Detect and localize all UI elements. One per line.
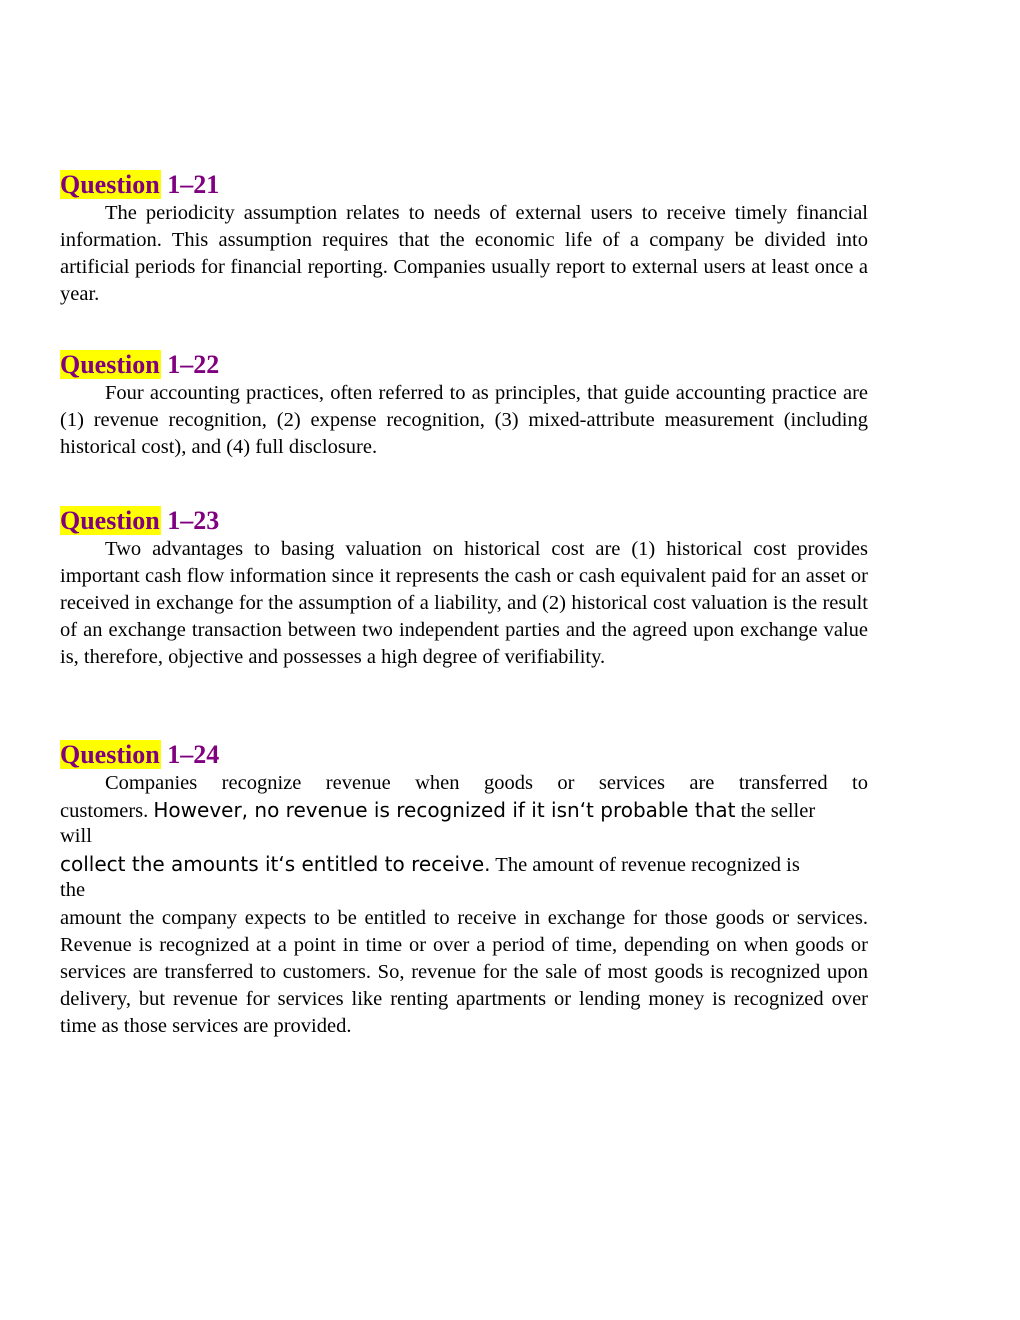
answer-line	[60, 851, 878, 879]
question-label: Question	[60, 740, 160, 769]
answer-fragment: customers.	[60, 800, 149, 822]
question-number: 1–22	[167, 350, 220, 379]
answer-line	[60, 797, 878, 825]
answer-fragment: The amount of revenue recognized is	[495, 854, 800, 876]
question-1-23	[60, 506, 868, 671]
question-1-21	[60, 170, 868, 308]
question-label: Question	[60, 350, 160, 379]
answer-paragraph: amount the company expects to be entitled to receive in exchange for those goods or services. Revenue is recognized at a point in time or over a period of time, depending on when goods or services are transferred to customers. So, revenue for the sale of most goods is recognized upon delivery, but revenue for services like renting apartments or lending money is recognized over time as those services are provided.	[60, 907, 868, 1037]
answer-line: will	[60, 825, 92, 847]
answer-fragment-sans: However, no revenue is recognized if it isn‘t probable that	[153, 798, 736, 822]
answer-text: The periodicity assumption relates to needs of external users to receive timely financial information. This assumption requires that the economic life of a company be divided into artificial periods for financial reporting. Companies usually report to external users at least once a year.	[60, 202, 868, 305]
answer-fragment: the seller	[740, 800, 816, 822]
answer-line: Companies recognize revenue when goods or services are transferred to	[105, 772, 868, 794]
question-1-24	[60, 740, 868, 1040]
question-number: 1–21	[167, 170, 220, 199]
answer-fragment-sans: collect the amounts it‘s entitled to receive.	[60, 852, 491, 876]
answer-text: Two advantages to basing valuation on historical cost are (1) historical cost provides important cash flow information since it represents the cash or cash equivalent paid for an asset or received in exchange for the assumption of a liability, and (2) historical cost valuation is the result of an exchange transaction between two independent parties and the agreed upon exchange value is, therefore, objective and possesses a high degree of verifiability.	[60, 538, 868, 668]
question-heading	[60, 350, 868, 380]
question-1-22	[60, 350, 868, 461]
question-number: 1–23	[167, 506, 220, 535]
question-heading	[60, 740, 868, 770]
question-number: 1–24	[167, 740, 220, 769]
question-heading	[60, 506, 868, 536]
question-heading	[60, 170, 868, 200]
answer-line: the	[60, 879, 86, 901]
answer-text: Four accounting practices, often referred to as principles, that guide accounting practice are (1) revenue recognition, (2) expense recognition, (3) mixed-attribute measurement (including historical cost), and (4) full disclosure.	[60, 382, 868, 458]
question-label: Question	[60, 506, 160, 535]
answer-text	[60, 770, 878, 1040]
question-label: Question	[60, 170, 160, 199]
